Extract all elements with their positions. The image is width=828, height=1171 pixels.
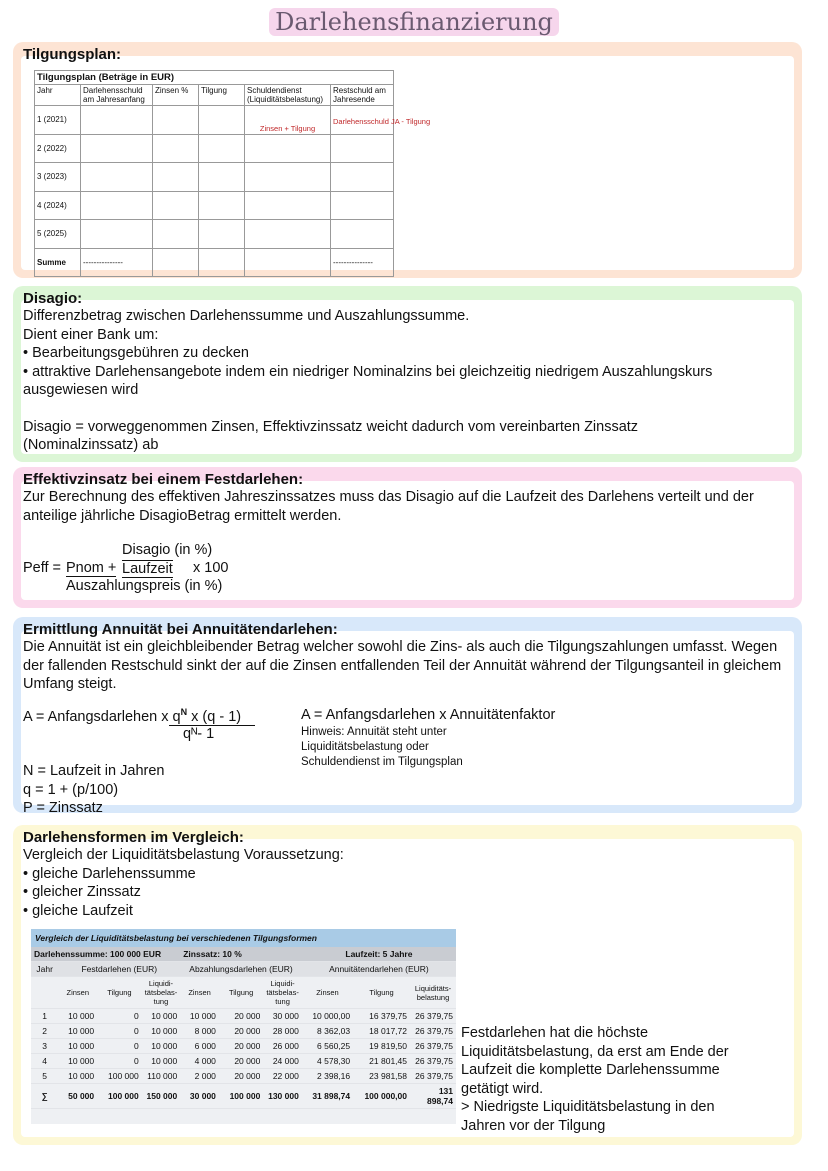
comparison-col: Zinsen bbox=[58, 977, 97, 1009]
table-header: Darlehensschuld am Jahresanfang bbox=[81, 85, 153, 106]
table-row-label: 3 (2023) bbox=[35, 163, 81, 192]
comparison-cell: 23 981,58 bbox=[353, 1069, 410, 1084]
comparison-cell: 8 000 bbox=[180, 1024, 219, 1039]
comparison-cell: 10 000 bbox=[142, 1054, 181, 1069]
sum-dashes: --------------- bbox=[331, 248, 394, 277]
comparison-cell: 10 000,00 bbox=[302, 1009, 353, 1024]
comparison-year: ∑ bbox=[31, 1084, 58, 1109]
formula-annuitaetenfaktor: A = Anfangsdarlehen x Annuitätenfaktor bbox=[301, 707, 556, 723]
comparison-cell: 26 379,75 bbox=[410, 1069, 456, 1084]
comparison-cell: 10 000 bbox=[142, 1024, 181, 1039]
comparison-cell: 2 398,16 bbox=[302, 1069, 353, 1084]
tilgungsplan-heading: Tilgungsplan: bbox=[23, 46, 122, 63]
annuitaet-section bbox=[13, 617, 802, 816]
comparison-group: Jahr bbox=[31, 962, 58, 977]
comparison-cell: 100 000 bbox=[97, 1084, 142, 1109]
comparison-cell: 10 000 bbox=[58, 1009, 97, 1024]
comparison-year: 2 bbox=[31, 1024, 58, 1039]
vergleich-bullet: • gleicher Zinssatz bbox=[23, 884, 141, 900]
comparison-year: 1 bbox=[31, 1009, 58, 1024]
disagio-line: Disagio = vorweggenommen Zinsen, Effektivzinssatz weicht dadurch vom vereinbarten Zinssatz (Nominalzinssatz) ab bbox=[23, 418, 639, 453]
vergleich-bullet: • gleiche Laufzeit bbox=[23, 902, 133, 919]
formula-laufzeit: Laufzeit bbox=[122, 561, 173, 577]
comparison-cell: 21 801,45 bbox=[353, 1054, 410, 1069]
formula-disagio: Disagio (in %) bbox=[122, 542, 213, 558]
comparison-cell: 150 000 bbox=[142, 1084, 181, 1109]
comparison-cell: 30 000 bbox=[180, 1084, 219, 1109]
comparison-cell: 20 000 bbox=[219, 1009, 263, 1024]
comparison-cell: 30 000 bbox=[263, 1009, 302, 1024]
disagio-line: Dient einer Bank um: bbox=[23, 326, 159, 343]
tilgungsplan-table bbox=[34, 70, 431, 277]
comparison-year: 3 bbox=[31, 1039, 58, 1054]
comparison-group: Annuitätendarlehen (EUR) bbox=[302, 962, 456, 977]
comparison-top: Laufzeit: 5 Jahre bbox=[302, 947, 456, 962]
formula-x100: x 100 bbox=[193, 560, 229, 576]
comparison-year: 5 bbox=[31, 1069, 58, 1084]
comparison-col: Zinsen bbox=[302, 977, 353, 1009]
comparison-cell: 22 000 bbox=[263, 1069, 302, 1084]
annuitaet-heading: Ermittlung Annuität bei Annuitätendarlehen: bbox=[23, 621, 338, 638]
comparison-cell: 2 000 bbox=[180, 1069, 219, 1084]
comparison-cell: 26 379,75 bbox=[410, 1039, 456, 1054]
comparison-col: Tilgung bbox=[219, 977, 263, 1009]
comparison-cell: 50 000 bbox=[58, 1084, 97, 1109]
comparison-cell: 100 000,00 bbox=[353, 1084, 410, 1109]
vergleich-note: Festdarlehen hat die höchste Liquiditätsbelastung, da erst am Ende der Laufzeit die komplette Darlehenssumme getätigt wird. bbox=[461, 1025, 729, 1097]
comparison-cell: 110 000 bbox=[142, 1069, 181, 1084]
restschuld-note: Darlehensschuld JA - Tilgung bbox=[333, 117, 431, 126]
table-header: Jahr bbox=[35, 85, 81, 106]
formula-annuitaet: A = Anfangsdarlehen x $q^N$ x (q - 1) bbox=[23, 707, 242, 725]
disagio-section bbox=[13, 286, 802, 462]
comparison-cell: 24 000 bbox=[263, 1054, 302, 1069]
definition-n: N = Laufzeit in Jahren bbox=[23, 763, 165, 779]
comparison-cell: 20 000 bbox=[219, 1054, 263, 1069]
hint-line: Schuldendienst im Tilgungsplan bbox=[301, 756, 463, 768]
comparison-col: Tilgung bbox=[97, 977, 142, 1009]
comparison-col: Tilgung bbox=[353, 977, 410, 1009]
comparison-cell: 0 bbox=[97, 1024, 142, 1039]
comparison-cell: 26 379,75 bbox=[410, 1054, 456, 1069]
vergleich-bullet: • gleiche Darlehenssumme bbox=[23, 865, 196, 882]
comparison-table bbox=[31, 947, 456, 1109]
comparison-cell: 131 898,74 bbox=[410, 1084, 456, 1109]
comparison-caption: Vergleich der Liquiditätsbelastung bei verschiedenen Tilgungsformen bbox=[31, 929, 456, 947]
comparison-cell: 100 000 bbox=[219, 1084, 263, 1109]
table-caption: Tilgungsplan (Beträge in EUR) bbox=[35, 71, 394, 85]
vergleich-section bbox=[13, 825, 802, 1145]
comparison-cell: 18 017,72 bbox=[353, 1024, 410, 1039]
table-row bbox=[31, 1084, 456, 1109]
table-row bbox=[31, 1024, 456, 1039]
disagio-line: Differenzbetrag zwischen Darlehenssumme und Auszahlungssumme. bbox=[23, 308, 470, 324]
comparison-cell: 0 bbox=[97, 1039, 142, 1054]
comparison-col: Liquiditäts-belastung bbox=[410, 977, 456, 1009]
comparison-cell: 10 000 bbox=[58, 1024, 97, 1039]
definition-q: q = 1 + (p/100) bbox=[23, 781, 119, 798]
table-header: Schuldendienst (Liquiditätsbelastung) bbox=[245, 85, 331, 106]
comparison-cell: 8 362,03 bbox=[302, 1024, 353, 1039]
comparison-cell: 100 000 bbox=[97, 1069, 142, 1084]
comparison-col: Liquidi-tätsbelas-tung bbox=[142, 977, 181, 1009]
comparison-cell: 26 000 bbox=[263, 1039, 302, 1054]
comparison-cell: 6 000 bbox=[180, 1039, 219, 1054]
comparison-cell: 26 379,75 bbox=[410, 1009, 456, 1024]
table-header: Restschuld am Jahresende bbox=[331, 85, 394, 106]
sum-dashes: --------------- bbox=[81, 248, 153, 277]
comparison-cell: 10 000 bbox=[180, 1009, 219, 1024]
table-row bbox=[31, 1069, 456, 1084]
formula-peff: Peff = bbox=[23, 560, 62, 576]
table-row bbox=[31, 1039, 456, 1054]
sum-label: Summe bbox=[35, 248, 81, 277]
table-row-label: 5 (2025) bbox=[35, 220, 81, 249]
effektivzins-heading: Effektivzinsatz bei einem Festdarlehen: bbox=[23, 471, 304, 488]
formula-denominator: qᴺ- 1 bbox=[183, 726, 215, 742]
effektivzins-text: Zur Berechnung des effektiven Jahreszinssatzes muss das Disagio auf die Laufzeit des Darlehens verteilt und der anteilige jährliche DisagioBetrag ermittelt werden. bbox=[23, 489, 754, 524]
comparison-cell: 0 bbox=[97, 1054, 142, 1069]
comparison-col: Liquidi-tätsbelas-tung bbox=[263, 977, 302, 1009]
comparison-cell: 10 000 bbox=[142, 1009, 181, 1024]
hint-line: Hinweis: Annuität steht unter bbox=[301, 726, 447, 738]
disagio-heading: Disagio: bbox=[23, 290, 83, 307]
comparison-cell: 16 379,75 bbox=[353, 1009, 410, 1024]
table-row-label: 2 (2022) bbox=[35, 134, 81, 163]
disagio-line: • Bearbeitungsgebühren zu decken bbox=[23, 345, 249, 361]
comparison-group: Festdarlehen (EUR) bbox=[58, 962, 180, 977]
table-row-label: 4 (2024) bbox=[35, 191, 81, 220]
tilgungsplan-section bbox=[13, 42, 802, 278]
comparison-cell: 31 898,74 bbox=[302, 1084, 353, 1109]
comparison-cell: 0 bbox=[97, 1009, 142, 1024]
comparison-cell: 20 000 bbox=[219, 1024, 263, 1039]
comparison-cell: 10 000 bbox=[58, 1054, 97, 1069]
comparison-top: Zinssatz: 10 % bbox=[180, 947, 302, 962]
comparison-col: Zinsen bbox=[180, 977, 219, 1009]
table-row bbox=[31, 1009, 456, 1024]
comparison-cell: 19 819,50 bbox=[353, 1039, 410, 1054]
vergleich-line: Vergleich der Liquiditätsbelastung Voraussetzung: bbox=[23, 847, 344, 863]
comparison-cell: 130 000 bbox=[263, 1084, 302, 1109]
vergleich-note: > Niedrigste Liquiditätsbelastung in den Jahren vor der Tilgung bbox=[461, 1099, 715, 1134]
definition-p: P = Zinssatz bbox=[23, 800, 103, 816]
comparison-year: 4 bbox=[31, 1054, 58, 1069]
formula-pnom: Pnom + bbox=[66, 560, 117, 576]
comparison-group: Abzahlungsdarlehen (EUR) bbox=[180, 962, 302, 977]
comparison-top: Darlehenssumme: 100 000 EUR bbox=[31, 947, 180, 962]
comparison-cell: 10 000 bbox=[58, 1039, 97, 1054]
table-header: Zinsen % bbox=[153, 85, 199, 106]
page-title: Darlehensfinanzierung bbox=[0, 8, 828, 36]
disagio-line: • attraktive Darlehensangebote indem ein niedriger Nominalzins bei gleichzeitig niedrigem Auszahlungskurs ausgewiesen wird bbox=[23, 363, 713, 398]
comparison-table-image bbox=[31, 929, 456, 1124]
schuldendienst-note: Zinsen + Tilgung bbox=[259, 123, 316, 133]
comparison-cell: 20 000 bbox=[219, 1039, 263, 1054]
table-header: Tilgung bbox=[199, 85, 245, 106]
comparison-cell: 20 000 bbox=[219, 1069, 263, 1084]
effektivzins-section bbox=[13, 467, 802, 608]
comparison-cell: 4 578,30 bbox=[302, 1054, 353, 1069]
annuitaet-text: Die Annuität ist ein gleichbleibender Betrag welcher sowohl die Zins- als auch die Tilgungszahlungen umfasst. Wegen der fallenden Restschuld sinkt der auf die Zinsen entfallenden Teil der Annuität während der Tilgungsanteil in gleichem Umfang steigt. bbox=[23, 639, 782, 692]
vergleich-heading: Darlehensformen im Vergleich: bbox=[23, 829, 244, 846]
comparison-cell: 6 560,25 bbox=[302, 1039, 353, 1054]
comparison-cell: 10 000 bbox=[58, 1069, 97, 1084]
table-row-label: 1 (2021) bbox=[35, 106, 81, 135]
comparison-cell: 28 000 bbox=[263, 1024, 302, 1039]
comparison-cell: 4 000 bbox=[180, 1054, 219, 1069]
table-row bbox=[31, 1054, 456, 1069]
comparison-cell: 10 000 bbox=[142, 1039, 181, 1054]
comparison-cell: 26 379,75 bbox=[410, 1024, 456, 1039]
formula-auszahlung: Auszahlungspreis (in %) bbox=[66, 578, 223, 594]
hint-line: Liquiditätsbelastung oder bbox=[301, 741, 429, 753]
